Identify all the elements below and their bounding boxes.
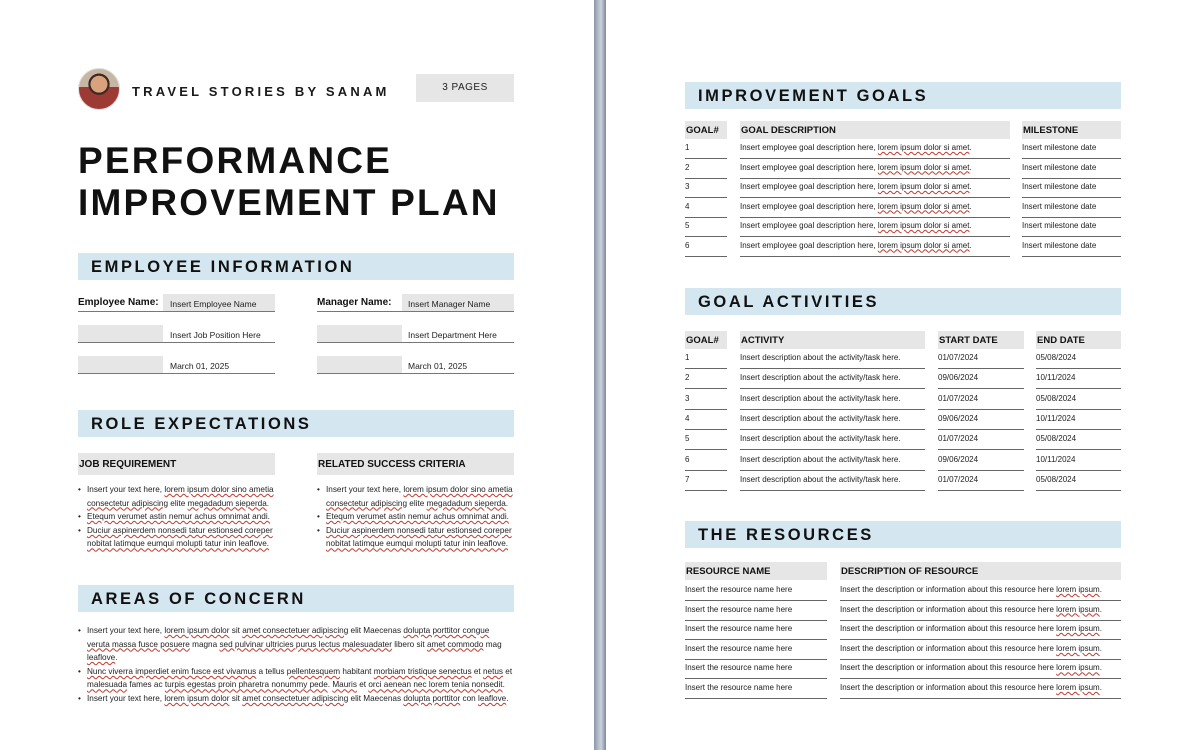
employee-name-value: Insert Employee Name — [170, 299, 257, 309]
activity-cell[interactable]: Insert description about the activity/task here. — [740, 451, 925, 471]
end-date-cell[interactable]: 05/08/2024 — [1036, 471, 1121, 491]
resource-description-header: DESCRIPTION OF RESOURCE — [840, 562, 1121, 580]
resource-description-cell[interactable]: Insert the description or information about this resource here lorem ipsum. — [840, 620, 1121, 640]
employee-name-label: Employee Name: — [78, 297, 159, 308]
role-expectations-heading-band — [78, 410, 514, 437]
milestone-header: MILESTONE — [1022, 121, 1121, 139]
areas-of-concern-heading: AREAS OF CONCERN — [91, 590, 306, 608]
resources-heading-band — [685, 521, 1121, 548]
start-date-cell[interactable]: 01/07/2024 — [938, 430, 1024, 450]
department-value: Insert Department Here — [408, 330, 497, 340]
activity-goal-number-cell[interactable]: 6 — [685, 451, 727, 471]
goal-description-cell[interactable]: Insert employee goal description here, lorem ipsum dolor si amet. — [740, 237, 1010, 257]
end-date-header: END DATE — [1036, 331, 1121, 349]
resource-name-header: RESOURCE NAME — [685, 562, 827, 580]
list-item: • Nunc viverra imperdiet enim fusce est vivamus a tellus pellentesquem habitant morbiam tristique senectus et netus et malesuada fames ac turpis egestas proin pharetra nonummy pede. Mauris et orci aenean nec lorem tenia nonsedit. — [78, 665, 514, 692]
resource-name-cell[interactable]: Insert the resource name here — [685, 659, 827, 679]
activity-cell[interactable]: Insert description about the activity/task here. — [740, 430, 925, 450]
goal-description-cell[interactable]: Insert employee goal description here, lorem ipsum dolor si amet. — [740, 178, 1010, 198]
resource-name-cell[interactable]: Insert the resource name here — [685, 601, 827, 621]
activity-goal-number-cell[interactable]: 3 — [685, 390, 727, 410]
author-avatar — [78, 68, 120, 110]
end-date-cell[interactable]: 10/11/2024 — [1036, 410, 1121, 430]
list-item: • Etequm verumet astin nemur achus omnimat andi. — [78, 510, 283, 524]
job-requirement-list — [78, 483, 283, 551]
page-1 — [0, 0, 594, 750]
activity-goal-number-cell[interactable]: 7 — [685, 471, 727, 491]
resource-name-cell[interactable]: Insert the resource name here — [685, 640, 827, 660]
goal-description-cell[interactable]: Insert employee goal description here, lorem ipsum dolor si amet. — [740, 139, 1010, 159]
activity-goal-number-cell[interactable]: 2 — [685, 369, 727, 389]
manager-name-value: Insert Manager Name — [408, 299, 491, 309]
document-title — [78, 140, 500, 224]
activity-goal-number-cell[interactable]: 4 — [685, 410, 727, 430]
list-item: • Duciur aspinerdem nonsedi tatur estionsed coreper nobitat latimque eumqui molupti tatur inin leaflove. — [78, 524, 283, 551]
goal-number-cell[interactable]: 6 — [685, 237, 727, 257]
employee-info-heading-band — [78, 253, 514, 280]
manager-name-label: Manager Name: — [317, 297, 392, 308]
employee-info-heading: EMPLOYEE INFORMATION — [91, 258, 355, 276]
resources-heading: THE RESOURCES — [698, 526, 874, 544]
goal-number-header: GOAL# — [685, 121, 727, 139]
job-title-value: Insert Job Position Here — [170, 330, 261, 340]
improvement-goals-heading: IMPROVEMENT GOALS — [698, 87, 929, 105]
list-item: • Etequm verumet astin nemur achus omnimat andi. — [317, 510, 522, 524]
goal-description-header: GOAL DESCRIPTION — [740, 121, 1010, 139]
resource-name-cell[interactable]: Insert the resource name here — [685, 581, 827, 601]
pages-badge: 3 PAGES — [416, 74, 514, 102]
resource-name-cell[interactable]: Insert the resource name here — [685, 620, 827, 640]
resource-description-cell[interactable]: Insert the description or information about this resource here lorem ipsum. — [840, 679, 1121, 699]
success-criteria-header: RELATED SUCCESS CRITERIA — [317, 453, 514, 475]
goal-number-cell[interactable]: 1 — [685, 139, 727, 159]
plan-end-value: March 01, 2025 — [408, 361, 468, 371]
success-criteria-list — [317, 483, 522, 551]
end-date-cell[interactable]: 10/11/2024 — [1036, 451, 1121, 471]
start-date-cell[interactable]: 01/07/2024 — [938, 349, 1024, 369]
activity-cell[interactable]: Insert description about the activity/task here. — [740, 369, 925, 389]
goal-description-cell[interactable]: Insert employee goal description here, lorem ipsum dolor si amet. — [740, 198, 1010, 218]
activity-cell[interactable]: Insert description about the activity/task here. — [740, 390, 925, 410]
goal-activities-heading-band — [685, 288, 1121, 315]
goal-description-cell[interactable]: Insert employee goal description here, lorem ipsum dolor si amet. — [740, 217, 1010, 237]
start-date-cell[interactable]: 09/06/2024 — [938, 410, 1024, 430]
start-date-cell[interactable]: 09/06/2024 — [938, 451, 1024, 471]
end-date-cell[interactable]: 05/08/2024 — [1036, 390, 1121, 410]
activity-header: ACTIVITY — [740, 331, 925, 349]
plan-start-value: March 01, 2025 — [170, 361, 230, 371]
resource-description-cell[interactable]: Insert the description or information about this resource here lorem ipsum. — [840, 659, 1121, 679]
brand-name: TRAVEL STORIES BY SANAM — [132, 84, 390, 99]
title-line-1: PERFORMANCE — [78, 140, 393, 181]
job-requirement-header: JOB REQUIREMENT — [78, 453, 275, 475]
start-date-cell[interactable]: 01/07/2024 — [938, 471, 1024, 491]
title-line-2: IMPROVEMENT PLAN — [78, 182, 500, 223]
resource-description-cell[interactable]: Insert the description or information about this resource here lorem ipsum. — [840, 640, 1121, 660]
goal-activities-heading: GOAL ACTIVITIES — [698, 293, 880, 311]
goal-number-cell[interactable]: 3 — [685, 178, 727, 198]
areas-of-concern-list — [78, 624, 514, 706]
activity-cell[interactable]: Insert description about the activity/task here. — [740, 410, 925, 430]
milestone-cell[interactable]: Insert milestone date — [1022, 139, 1121, 159]
resource-description-cell[interactable]: Insert the description or information about this resource here lorem ipsum. — [840, 581, 1121, 601]
end-date-cell[interactable]: 05/08/2024 — [1036, 349, 1121, 369]
activity-cell[interactable]: Insert description about the activity/task here. — [740, 471, 925, 491]
end-date-cell[interactable]: 05/08/2024 — [1036, 430, 1121, 450]
start-date-cell[interactable]: 09/06/2024 — [938, 369, 1024, 389]
milestone-cell[interactable]: Insert milestone date — [1022, 178, 1121, 198]
page-2 — [606, 0, 1200, 750]
resource-name-cell[interactable]: Insert the resource name here — [685, 679, 827, 699]
goal-number-cell[interactable]: 4 — [685, 198, 727, 218]
milestone-cell[interactable]: Insert milestone date — [1022, 217, 1121, 237]
activity-cell[interactable]: Insert description about the activity/task here. — [740, 349, 925, 369]
start-date-header: START DATE — [938, 331, 1024, 349]
milestone-cell[interactable]: Insert milestone date — [1022, 198, 1121, 218]
start-date-cell[interactable]: 01/07/2024 — [938, 390, 1024, 410]
activity-goal-number-cell[interactable]: 5 — [685, 430, 727, 450]
improvement-goals-heading-band — [685, 82, 1121, 109]
milestone-cell[interactable]: Insert milestone date — [1022, 237, 1121, 257]
goal-number-cell[interactable]: 5 — [685, 217, 727, 237]
list-item: • Insert your text here, lorem ipsum dolor sit amet consectetuer adipiscing elit Maecenas dolupta porttitor congue veruta massa fusce posuere magna sed pulvinar ultricies purus lectus malesuadater libero sit amet commodo mag leaflove. — [78, 624, 514, 665]
activity-goal-number-header: GOAL# — [685, 331, 727, 349]
areas-of-concern-heading-band — [78, 585, 514, 612]
end-date-cell[interactable]: 10/11/2024 — [1036, 369, 1121, 389]
list-item: • Insert your text here, lorem ipsum dolor sino ametia consectetur adipiscing elite megadadum sieperda. — [317, 483, 522, 510]
page-gutter — [594, 0, 606, 750]
milestone-cell[interactable]: Insert milestone date — [1022, 159, 1121, 179]
list-item: • Duciur aspinerdem nonsedi tatur estionsed coreper nobitat latimque eumqui molupti tatur inin leaflove. — [317, 524, 522, 551]
list-item: • Insert your text here, lorem ipsum dolor sit amet consectetuer adipiscing elit Maecenas dolupta porttitor con leaflove. — [78, 692, 514, 706]
activity-goal-number-cell[interactable]: 1 — [685, 349, 727, 369]
resource-description-cell[interactable]: Insert the description or information about this resource here lorem ipsum. — [840, 601, 1121, 621]
role-expectations-heading: ROLE EXPECTATIONS — [91, 415, 312, 433]
list-item: • Insert your text here, lorem ipsum dolor sino ametia consectetur adipiscing elite megadadum sieperda. — [78, 483, 283, 510]
goal-number-cell[interactable]: 2 — [685, 159, 727, 179]
goal-description-cell[interactable]: Insert employee goal description here, lorem ipsum dolor si amet. — [740, 159, 1010, 179]
